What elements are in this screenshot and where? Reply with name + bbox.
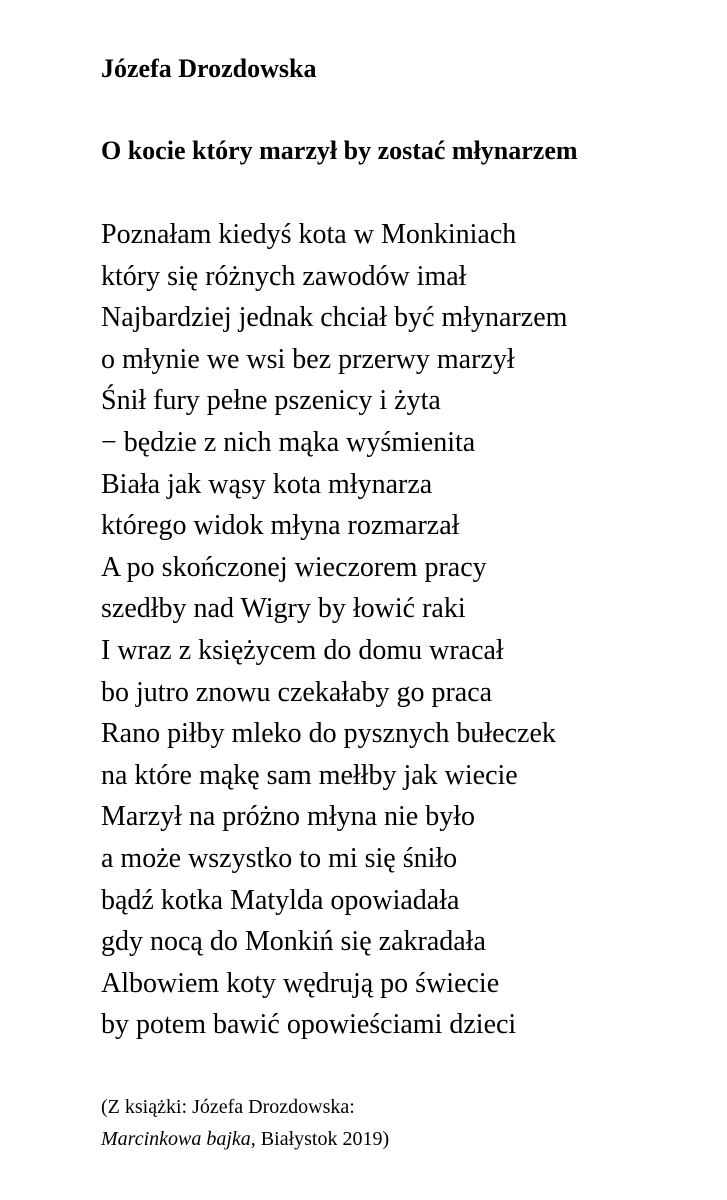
poem-line: którego widok młyna rozmarzał [101, 510, 460, 542]
poem-body [101, 214, 567, 1046]
poem-line: który się różnych zawodów imał [101, 260, 467, 292]
author-name: Józefa Drozdowska [101, 54, 317, 83]
book-title: Marcinkowa bajka [101, 1128, 251, 1150]
source-citation [101, 1091, 389, 1155]
poem-line: Poznałam kiedyś kota w Monkiniach [101, 219, 517, 250]
poem-line: bo jutro znowu czekałaby go praca [101, 676, 493, 708]
poem-line: szedłby nad Wigry by łowić raki [101, 593, 466, 625]
poem-line: gdy nocą do Monkiń się zakradała [101, 926, 486, 958]
poem-line: A po skończonej wieczorem pracy [101, 551, 487, 583]
poem-line: Marzył na próżno młyna nie było [101, 801, 476, 833]
source-citation-line-2 [101, 1123, 389, 1155]
poem-title: O kocie który marzył by zostać młynarzem [101, 136, 578, 165]
poem-line: Najbardziej jednak chciał być młynarzem [101, 302, 568, 334]
poem-line: o młynie we wsi bez przerwy marzył [101, 343, 515, 375]
poem-line: a może wszystko to mi się śniło [101, 842, 458, 874]
poem-line: Albowiem koty wędrują po świecie [101, 967, 500, 999]
poem-line: bądź kotka Matylda opowiadała [101, 884, 460, 916]
poem-line: Śnił fury pełne pszenicy i żyta [101, 385, 441, 417]
source-citation-line-1: (Z książki: Józefa Drozdowska: [101, 1096, 355, 1118]
poem-line: na które mąkę sam mełłby jak wiecie [101, 759, 518, 791]
source-publication-info: , Białystok 2019) [250, 1128, 390, 1150]
poem-line: − będzie z nich mąka wyśmienita [101, 426, 476, 458]
poem-line: I wraz z księżycem do domu wracał [101, 634, 504, 666]
poem-line: by potem bawić opowieściami dzieci [101, 1009, 517, 1041]
poem-line: Biała jak wąsy kota młynarza [101, 468, 433, 500]
poem-line: Rano piłby mleko do pysznych bułeczek [101, 718, 556, 750]
